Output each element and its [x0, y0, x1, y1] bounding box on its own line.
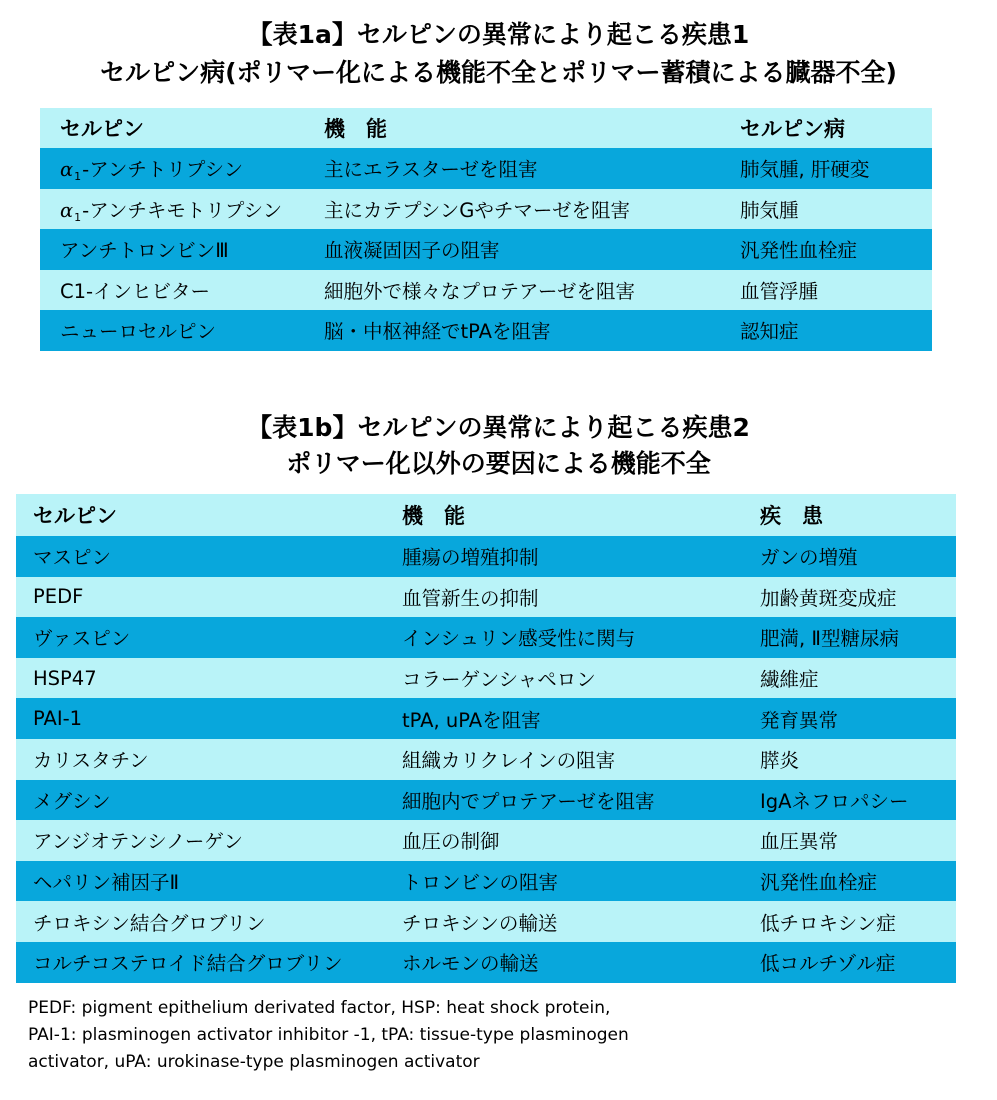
disease: 低コルチゾル症: [760, 952, 896, 976]
footnote-line: activator, uPA: urokinase-type plasminogen activator: [28, 1052, 480, 1072]
serpin-name: ニューロセルピン: [60, 320, 217, 344]
table-row: [16, 617, 956, 658]
function: インシュリン感受性に関与: [402, 627, 636, 651]
table-header-row: [40, 108, 932, 148]
serpin-rest: -アンチトリプシン: [82, 158, 244, 182]
serpin-subscript: 1: [74, 170, 82, 184]
disease: 肥満, Ⅱ型糖尿病: [760, 627, 899, 651]
table-row: [40, 189, 932, 230]
function: 細胞内でプロテアーゼを阻害: [402, 789, 655, 813]
function: 主にカテプシンGやチマーゼを阻害: [324, 198, 630, 222]
disease: 認知症: [740, 320, 799, 344]
function: 細胞外で様々なプロテアーゼを阻害: [324, 279, 636, 303]
disease: 発育異常: [760, 708, 839, 732]
disease: 汎発性血栓症: [760, 871, 878, 895]
serpin-prefix: α: [60, 198, 74, 222]
serpin-name: [40, 154, 320, 182]
disease: 加齢黄斑変成症: [760, 586, 897, 610]
table-1a: [40, 108, 932, 351]
serpin-rest: -アンチキモトリプシン: [82, 198, 283, 222]
disease: IgAネフロパシー: [760, 789, 909, 813]
header-serpin: セルピン: [33, 504, 117, 528]
header-serpin: セルピン: [60, 117, 144, 141]
table-1b: [16, 494, 956, 983]
header-function: 機 能: [402, 504, 465, 528]
table-row: [16, 577, 956, 618]
function: トロンビンの阻害: [402, 871, 559, 895]
function: tPA, uPAを阻害: [402, 708, 541, 732]
table-1a-title: 【表1a】セルピンの異常により起こる疾患1: [247, 20, 750, 49]
table-header-row: [16, 494, 956, 536]
footnote: [28, 995, 968, 1076]
disease: 肺気腫, 肝硬変: [740, 158, 870, 182]
function: 主にエラスターゼを阻害: [324, 158, 538, 182]
table-1a-subtitle: セルピン病(ポリマー化による機能不全とポリマー蓄積による臓器不全): [100, 58, 897, 87]
serpin-name: アンチトロンビンⅢ: [60, 239, 229, 263]
footnote-line: PEDF: pigment epithelium derivated factor, HSP: heat shock protein,: [28, 998, 611, 1018]
serpin-name: PAI-1: [33, 707, 83, 731]
serpin-subscript: 1: [74, 210, 82, 224]
table-row: [40, 270, 932, 311]
serpin-name: メグシン: [33, 789, 111, 813]
table-row: [16, 536, 956, 577]
serpin-name: カリスタチン: [33, 749, 149, 773]
disease: 肺気腫: [740, 198, 799, 222]
function: チロキシンの輸送: [402, 911, 558, 935]
table-row: [16, 820, 956, 861]
serpin-prefix: α: [60, 158, 74, 182]
table-row: [16, 739, 956, 780]
table-row: [16, 780, 956, 821]
table-row: [16, 942, 956, 983]
table-1b-title: 【表1b】セルピンの異常により起こる疾患2: [247, 413, 750, 442]
serpin-name: アンジオテンシノーゲン: [33, 830, 244, 854]
table-row: [16, 698, 956, 739]
table-row: [40, 310, 932, 351]
table-row: [16, 658, 956, 699]
header-function: 機 能: [324, 117, 387, 141]
serpin-name: C1-インヒビター: [60, 279, 211, 303]
disease: 汎発性血栓症: [740, 239, 858, 263]
table-row: [40, 148, 932, 189]
disease: 繊維症: [760, 668, 819, 692]
table-row: [16, 861, 956, 902]
header-disease: 疾 患: [760, 504, 823, 528]
table-row: [40, 229, 932, 270]
table-row: [16, 901, 956, 942]
disease: 血管浮腫: [740, 279, 819, 303]
table-1b-subtitle: ポリマー化以外の要因による機能不全: [286, 449, 711, 478]
serpin-name: [40, 195, 320, 223]
serpin-name: ヴァスピン: [33, 627, 131, 651]
function: 血液凝固因子の阻害: [324, 239, 500, 263]
function: 組織カリクレインの阻害: [402, 749, 616, 773]
serpin-name: ヘパリン補因子Ⅱ: [33, 871, 180, 895]
disease: ガンの増殖: [760, 546, 858, 570]
disease: 血圧異常: [760, 830, 839, 854]
disease: 低チロキシン症: [760, 911, 896, 935]
function: ホルモンの輸送: [402, 952, 539, 976]
header-disease: セルピン病: [740, 117, 845, 141]
function: 血圧の制御: [402, 830, 500, 854]
serpin-name: HSP47: [33, 666, 97, 690]
function: 腫瘍の増殖抑制: [402, 546, 539, 570]
serpin-name: マスピン: [33, 546, 112, 570]
serpin-name: チロキシン結合グロブリン: [33, 911, 266, 935]
serpin-name: PEDF: [33, 585, 84, 609]
disease: 膵炎: [760, 749, 800, 773]
function: 血管新生の抑制: [402, 586, 539, 610]
function: 脳・中枢神経でtPAを阻害: [324, 320, 551, 344]
function: コラーゲンシャペロン: [402, 668, 596, 692]
footnote-line: PAI-1: plasminogen activator inhibitor -1, tPA: tissue-type plasminogen: [28, 1025, 629, 1045]
serpin-name: コルチコステロイド結合グロブリン: [33, 952, 343, 976]
